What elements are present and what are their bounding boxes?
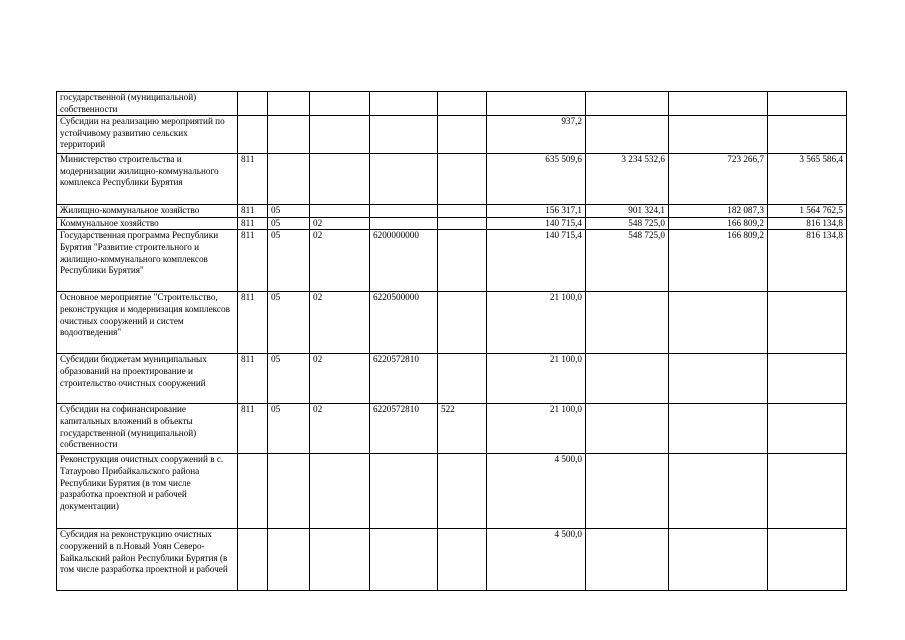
table-row (57, 354, 847, 404)
gr-cell: 811 (238, 292, 268, 354)
value-cell-2: 3 234 532,6 (586, 154, 669, 205)
gr-cell: 811 (238, 404, 268, 454)
vr-cell (438, 292, 487, 354)
rz-cell: 05 (268, 205, 310, 218)
row-name-cell: Субсидии на софинансирование капитальных вложений в объекты государственной (муниципальной) собственности (57, 404, 238, 454)
table-row (57, 217, 847, 230)
rz-cell (268, 154, 310, 205)
value-cell-3 (669, 92, 768, 116)
table-row (57, 454, 847, 529)
table-row (57, 116, 847, 154)
csr-cell: 6220572810 (370, 354, 438, 404)
value-cell-3: 182 087,3 (669, 205, 768, 218)
table-row (57, 154, 847, 205)
table-row (57, 292, 847, 354)
value-cell-3 (669, 292, 768, 354)
vr-cell (438, 454, 487, 529)
value-cell-2 (586, 454, 669, 529)
value-cell-3 (669, 354, 768, 404)
value-cell-4: 816 134,8 (768, 230, 847, 292)
value-cell-1: 4 500,0 (487, 454, 586, 529)
gr-cell: 811 (238, 230, 268, 292)
csr-cell (370, 529, 438, 591)
vr-cell (438, 116, 487, 154)
table-row (57, 205, 847, 218)
value-cell-1: 140 715,4 (487, 217, 586, 230)
pr-cell (310, 116, 370, 154)
csr-cell: 6200000000 (370, 230, 438, 292)
gr-cell: 811 (238, 154, 268, 205)
gr-cell (238, 92, 268, 116)
value-cell-2 (586, 292, 669, 354)
rz-cell (268, 529, 310, 591)
value-cell-4: 816 134,8 (768, 217, 847, 230)
value-cell-2 (586, 354, 669, 404)
row-name-cell: Реконструкция очистных сооружений в с. Татаурово Прибайкальского района Республики Бурятия (в том числе разработка проектной и рабочей документации) (57, 454, 238, 529)
value-cell-1: 140 715,4 (487, 230, 586, 292)
rz-cell: 05 (268, 217, 310, 230)
gr-cell: 811 (238, 217, 268, 230)
pr-cell: 02 (310, 404, 370, 454)
value-cell-4 (768, 529, 847, 591)
value-cell-4: 3 565 586,4 (768, 154, 847, 205)
csr-cell (370, 454, 438, 529)
row-name-cell: Министерство строительства и модернизации жилищно-коммунального комплекса Республики Бурятия (57, 154, 238, 205)
csr-cell (370, 92, 438, 116)
value-cell-1 (487, 92, 586, 116)
value-cell-3: 723 266,7 (669, 154, 768, 205)
value-cell-2 (586, 529, 669, 591)
vr-cell (438, 205, 487, 218)
gr-cell (238, 529, 268, 591)
value-cell-1: 156 317,1 (487, 205, 586, 218)
rz-cell: 05 (268, 404, 310, 454)
value-cell-4 (768, 92, 847, 116)
value-cell-2 (586, 404, 669, 454)
vr-cell (438, 92, 487, 116)
value-cell-4 (768, 292, 847, 354)
rz-cell (268, 116, 310, 154)
vr-cell (438, 529, 487, 591)
value-cell-2: 548 725,0 (586, 230, 669, 292)
table-row (57, 92, 847, 116)
value-cell-1: 937,2 (487, 116, 586, 154)
table-row (57, 230, 847, 292)
rz-cell: 05 (268, 354, 310, 404)
row-name-cell: Коммунальное хозяйство (57, 217, 238, 230)
value-cell-4 (768, 454, 847, 529)
value-cell-1: 21 100,0 (487, 292, 586, 354)
table-body (57, 92, 847, 591)
value-cell-1: 4 500,0 (487, 529, 586, 591)
row-name-cell: Субсидия на реконструкцию очистных сооружений в п.Новый Уоян Северо-Байкальский район Республики Бурятия (в том числе разработка проектной и рабочей (57, 529, 238, 591)
value-cell-3 (669, 454, 768, 529)
csr-cell: 6220572810 (370, 404, 438, 454)
gr-cell (238, 116, 268, 154)
rz-cell (268, 454, 310, 529)
value-cell-3: 166 809,2 (669, 230, 768, 292)
vr-cell (438, 230, 487, 292)
value-cell-1: 21 100,0 (487, 404, 586, 454)
pr-cell: 02 (310, 230, 370, 292)
vr-cell (438, 217, 487, 230)
pr-cell (310, 154, 370, 205)
vr-cell (438, 154, 487, 205)
table-row (57, 404, 847, 454)
pr-cell: 02 (310, 354, 370, 404)
value-cell-3 (669, 404, 768, 454)
csr-cell: 6220500000 (370, 292, 438, 354)
pr-cell (310, 205, 370, 218)
vr-cell: 522 (438, 404, 487, 454)
pr-cell: 02 (310, 292, 370, 354)
budget-table (56, 91, 847, 591)
pr-cell (310, 454, 370, 529)
row-name-cell: Субсидии на реализацию мероприятий по устойчивому развитию сельских территорий (57, 116, 238, 154)
value-cell-4 (768, 404, 847, 454)
pr-cell (310, 529, 370, 591)
csr-cell (370, 217, 438, 230)
value-cell-1: 635 509,6 (487, 154, 586, 205)
row-name-cell: Субсидии бюджетам муниципальных образований на проектирование и строительство очистных сооружений (57, 354, 238, 404)
rz-cell: 05 (268, 292, 310, 354)
row-name-cell: Государственная программа Республики Бурятия "Развитие строительного и жилищно-коммунального комплексов Республики Бурятия" (57, 230, 238, 292)
value-cell-4 (768, 116, 847, 154)
csr-cell (370, 154, 438, 205)
rz-cell: 05 (268, 230, 310, 292)
value-cell-3 (669, 116, 768, 154)
value-cell-4: 1 564 762,5 (768, 205, 847, 218)
csr-cell (370, 205, 438, 218)
value-cell-2 (586, 116, 669, 154)
value-cell-2 (586, 92, 669, 116)
value-cell-1: 21 100,0 (487, 354, 586, 404)
gr-cell: 811 (238, 205, 268, 218)
value-cell-2: 548 725,0 (586, 217, 669, 230)
table-row (57, 529, 847, 591)
gr-cell: 811 (238, 354, 268, 404)
row-name-cell: государственной (муниципальной) собственности (57, 92, 238, 116)
value-cell-3: 166 809,2 (669, 217, 768, 230)
vr-cell (438, 354, 487, 404)
pr-cell: 02 (310, 217, 370, 230)
value-cell-3 (669, 529, 768, 591)
row-name-cell: Основное мероприятие "Строительство, реконструкция и модернизация комплексов очистных сооружений и систем водоотведения" (57, 292, 238, 354)
gr-cell (238, 454, 268, 529)
row-name-cell: Жилищно-коммунальное хозяйство (57, 205, 238, 218)
value-cell-4 (768, 354, 847, 404)
csr-cell (370, 116, 438, 154)
rz-cell (268, 92, 310, 116)
pr-cell (310, 92, 370, 116)
value-cell-2: 901 324,1 (586, 205, 669, 218)
